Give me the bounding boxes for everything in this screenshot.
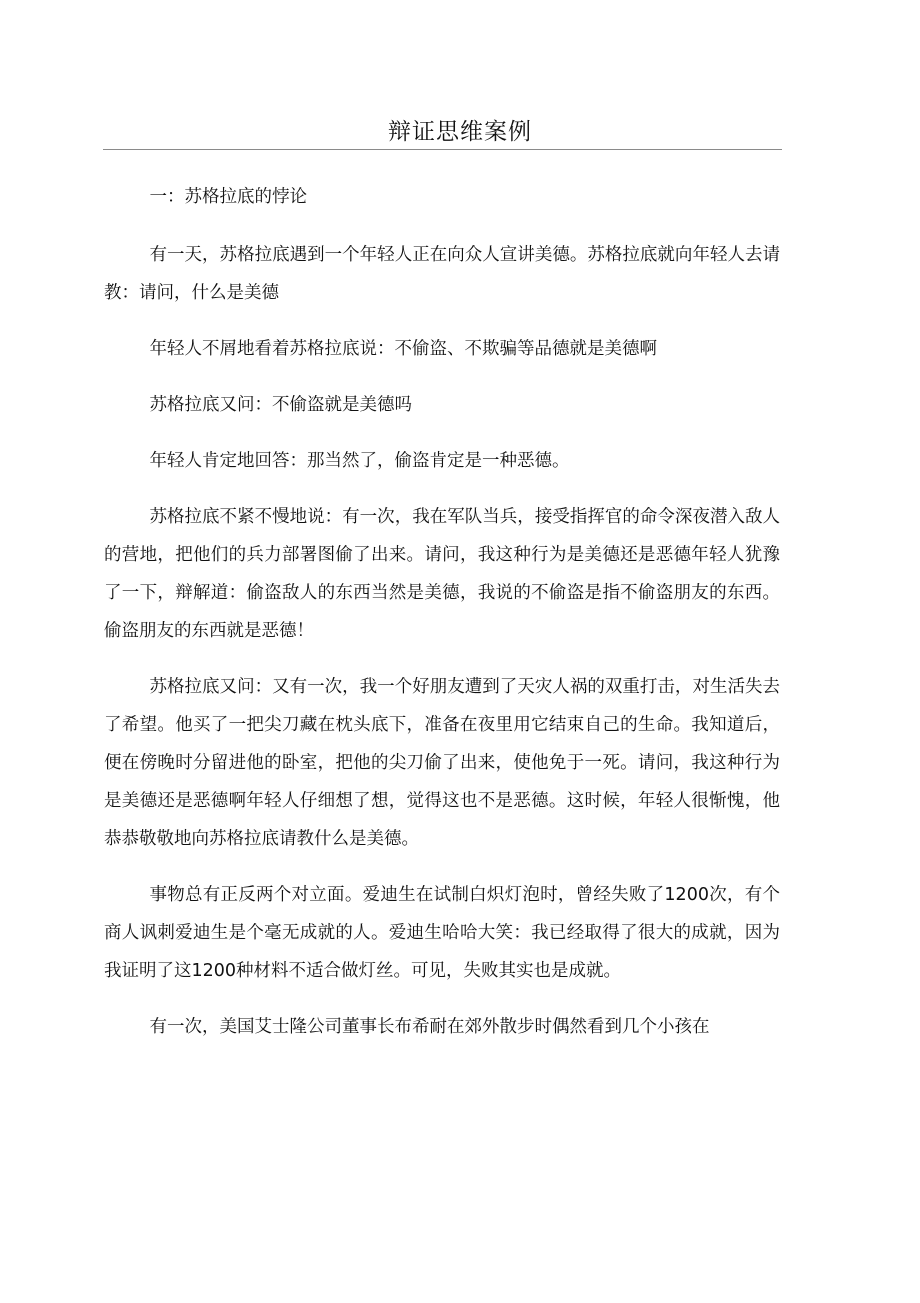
page-title: 辩证思维案例 (388, 119, 532, 145)
paragraph: 苏格拉底又问：又有一次，我一个好朋友遭到了天灾人祸的双重打击，对生活失去了希望。他买了一把尖刀藏在枕头底下，准备在夜里用它结束自己的生命。我知道后，便在傍晚时分留进他的卧室，把他的尖刀偷了出来，使他免于一死。请问，我这种行为是美德还是恶德啊年轻人仔细想了想，觉得这也不是恶德。这时候，年轻人很惭愧，他恭恭敬敬地向苏格拉底请教什么是美德。 (104, 677, 780, 849)
paragraph: 年轻人不屑地看着苏格拉底说：不偷盗、不欺骗等品德就是美德啊 (149, 339, 657, 359)
paragraph: 有一次，美国艾士隆公司董事长布希耐在郊外散步时偶然看到几个小孩在 (149, 1017, 710, 1037)
paragraph: 年轻人肯定地回答：那当然了，偷盗肯定是一种恶德。 (149, 451, 570, 471)
section-heading: 一：苏格拉底的悖论 (149, 187, 307, 207)
paragraph: 事物总有正反两个对立面。爱迪生在试制白炽灯泡时，曾经失败了1200次，有个商人讽刺爱迪生是个毫无成就的人。爱迪生哈哈大笑：我已经取得了很大的成就，因为我证明了这1200种材料不适合做灯丝。可见，失败其实也是成就。 (104, 885, 780, 981)
paragraph: 苏格拉底又问：不偷盗就是美德吗 (149, 395, 412, 415)
paragraph: 有一天，苏格拉底遇到一个年轻人正在向众人宣讲美德。苏格拉底就向年轻人去请教：请问，什么是美德 (104, 245, 780, 303)
document-body (104, 178, 780, 1046)
paragraph: 苏格拉底不紧不慢地说：有一次，我在军队当兵，接受指挥官的命令深夜潜入敌人的营地，把他们的兵力部署图偷了出来。请问，我这种行为是美德还是恶德年轻人犹豫了一下，辩解道：偷盗敌人的东西当然是美德，我说的不偷盗是指不偷盗朋友的东西。偷盗朋友的东西就是恶德！ (104, 507, 780, 641)
title-underline (103, 149, 782, 150)
